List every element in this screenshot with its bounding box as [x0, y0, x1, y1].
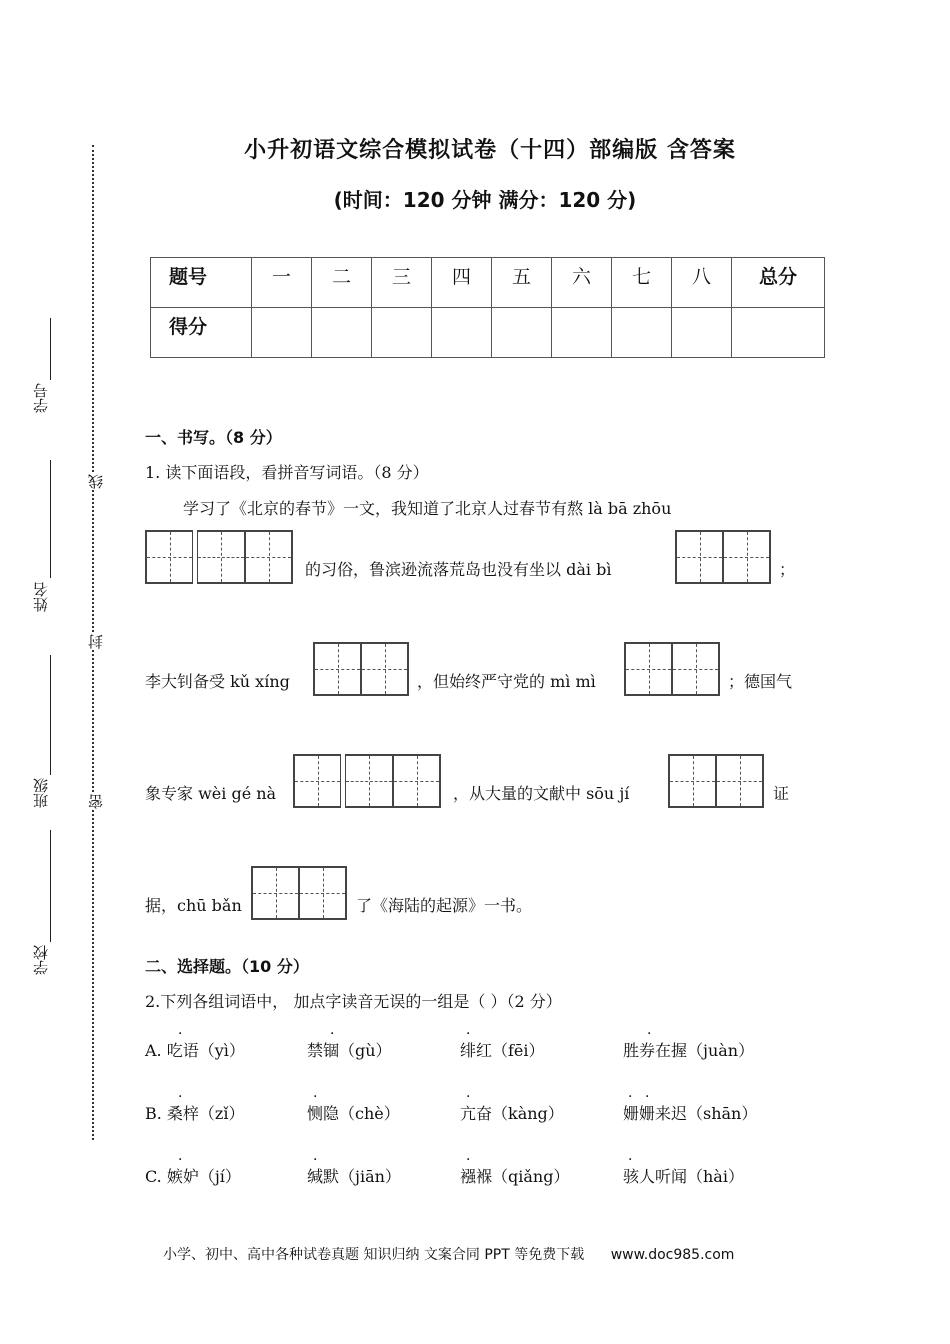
emphasis-dot: ·: [178, 1152, 183, 1168]
char-cell[interactable]: [299, 866, 347, 920]
passage-line4c: 证: [773, 784, 790, 803]
passage-line3c: ；德国气: [728, 672, 793, 691]
student-id-line[interactable]: [50, 318, 51, 380]
char-cell[interactable]: [251, 866, 299, 920]
table-header-cell: 五: [492, 258, 552, 308]
char-cell[interactable]: [361, 642, 409, 696]
passage-line3b: ，但始终严守党的 mì mì: [417, 672, 596, 691]
char-cell[interactable]: [345, 754, 393, 808]
score-cell[interactable]: [552, 308, 612, 358]
option-c-2: 缄默（jiān）: [307, 1167, 401, 1186]
section2-heading: 二、选择题。（10 分）: [145, 957, 309, 976]
option-b-4: 姗姗来迟（shān）: [623, 1104, 758, 1123]
char-cell[interactable]: [197, 530, 245, 584]
page-title: 小升初语文综合模拟试卷（十四）部编版 含答案: [244, 138, 736, 163]
emphasis-dot: ·: [466, 1089, 471, 1105]
char-cell[interactable]: [672, 642, 720, 696]
score-table: [150, 257, 825, 358]
char-cell[interactable]: [145, 530, 193, 584]
answer-grid-mimi[interactable]: [624, 642, 720, 696]
answer-grid-kuxing[interactable]: [313, 642, 409, 696]
score-cell[interactable]: [732, 308, 825, 358]
score-cell[interactable]: [672, 308, 732, 358]
answer-grid-souji[interactable]: [668, 754, 764, 808]
passage-line4: 象专家 wèi gé nà: [145, 784, 277, 803]
table-header-cell: 二: [312, 258, 372, 308]
option-a-2: 禁锢（gù）: [307, 1041, 392, 1060]
seal-char-secret: 密: [87, 794, 105, 809]
table-header-cell: 八: [672, 258, 732, 308]
table-header-cell: 题号: [151, 258, 252, 308]
emphasis-dot: ·: [628, 1089, 633, 1105]
char-cell[interactable]: [293, 754, 341, 808]
seal-char-seal: 封: [87, 634, 105, 649]
name-line[interactable]: [50, 460, 51, 578]
table-header-cell: 总分: [732, 258, 825, 308]
emphasis-dot: ·: [647, 1026, 652, 1042]
option-a-3: 绯红（fēi）: [460, 1041, 545, 1060]
score-cell[interactable]: [432, 308, 492, 358]
emphasis-dot: ·: [645, 1089, 650, 1105]
score-cell[interactable]: [252, 308, 312, 358]
score-cell[interactable]: [312, 308, 372, 358]
table-header-cell: 一: [252, 258, 312, 308]
char-cell[interactable]: [675, 530, 723, 584]
table-row: [151, 258, 825, 308]
passage-line5: 据，chū bǎn: [145, 896, 242, 915]
passage-line3: 李大钊备受 kǔ xíng: [145, 672, 290, 691]
footer: [163, 1244, 734, 1264]
score-cell[interactable]: [492, 308, 552, 358]
passage-line4b: ，从大量的文献中 sōu jí: [453, 784, 630, 803]
table-header-cell: 四: [432, 258, 492, 308]
char-cell[interactable]: [723, 530, 771, 584]
char-cell[interactable]: [313, 642, 361, 696]
char-cell[interactable]: [668, 754, 716, 808]
passage-line1: 学习了《北京的春节》一文，我知道了北京人过春节有熬 là bā zhōu: [183, 499, 672, 518]
char-cell[interactable]: [393, 754, 441, 808]
emphasis-dot: ·: [466, 1152, 471, 1168]
name-label: 姓名: [32, 582, 50, 612]
page-subtitle: (时间：120 分钟 满分：120 分): [333, 188, 637, 212]
table-row: [151, 308, 825, 358]
score-label-cell: 得分: [151, 308, 252, 358]
option-b-3: 亢奋（kàng）: [460, 1104, 564, 1123]
option-c-3: 襁褓（qiǎng）: [460, 1167, 570, 1186]
answer-grid-chuban[interactable]: [251, 866, 347, 920]
char-cell[interactable]: [245, 530, 293, 584]
table-header-cell: 三: [372, 258, 432, 308]
passage-line2: 的习俗，鲁滨逊流落荒岛也没有坐以 dài bì: [305, 560, 612, 579]
emphasis-dot: ·: [330, 1026, 335, 1042]
score-cell[interactable]: [372, 308, 432, 358]
char-cell[interactable]: [624, 642, 672, 696]
option-b-2: 恻隐（chè）: [307, 1104, 400, 1123]
option-c-1[interactable]: C. 嫉妒（jí）: [145, 1167, 241, 1186]
table-header-cell: 七: [612, 258, 672, 308]
seal-char-line: 线: [87, 474, 105, 489]
answer-grid-labazhou[interactable]: [145, 530, 293, 584]
option-c-4: 骇人听闻（hài）: [623, 1167, 744, 1186]
question1-prompt: 1. 读下面语段，看拼音写词语。（8 分）: [145, 463, 429, 482]
passage-line5b: 了《海陆的起源》一书。: [356, 896, 533, 915]
school-label: 学校: [32, 945, 50, 975]
answer-grid-weigena[interactable]: [293, 754, 441, 808]
footer-url[interactable]: www.doc985.com: [610, 1247, 735, 1263]
emphasis-dot: ·: [313, 1152, 318, 1168]
option-a-1[interactable]: A. 吃语（yì）: [145, 1041, 245, 1060]
footer-text: 小学、初中、高中各种试卷真题 知识归纳 文案合同 PPT 等免费下载: [163, 1247, 585, 1263]
student-id-label: 学号: [32, 383, 50, 413]
class-label: 班级: [32, 778, 50, 808]
answer-grid-daibi[interactable]: [675, 530, 771, 584]
table-header-cell: 六: [552, 258, 612, 308]
class-line[interactable]: [50, 655, 51, 775]
section1-heading: 一、书写。（8 分）: [145, 428, 282, 447]
emphasis-dot: ·: [313, 1089, 318, 1105]
school-line[interactable]: [50, 830, 51, 942]
question2-prompt: 2.下列各组词语中， 加点字读音无误的一组是（ ）（2 分）: [145, 992, 562, 1011]
score-cell[interactable]: [612, 308, 672, 358]
emphasis-dot: ·: [628, 1152, 633, 1168]
emphasis-dot: ·: [178, 1089, 183, 1105]
char-cell[interactable]: [716, 754, 764, 808]
emphasis-dot: ·: [466, 1026, 471, 1042]
passage-punct: ；: [779, 560, 796, 579]
option-b-1[interactable]: B. 桑梓（zǐ）: [145, 1104, 245, 1123]
option-a-4: 胜券在握（juàn）: [623, 1041, 755, 1060]
emphasis-dot: ·: [178, 1026, 183, 1042]
